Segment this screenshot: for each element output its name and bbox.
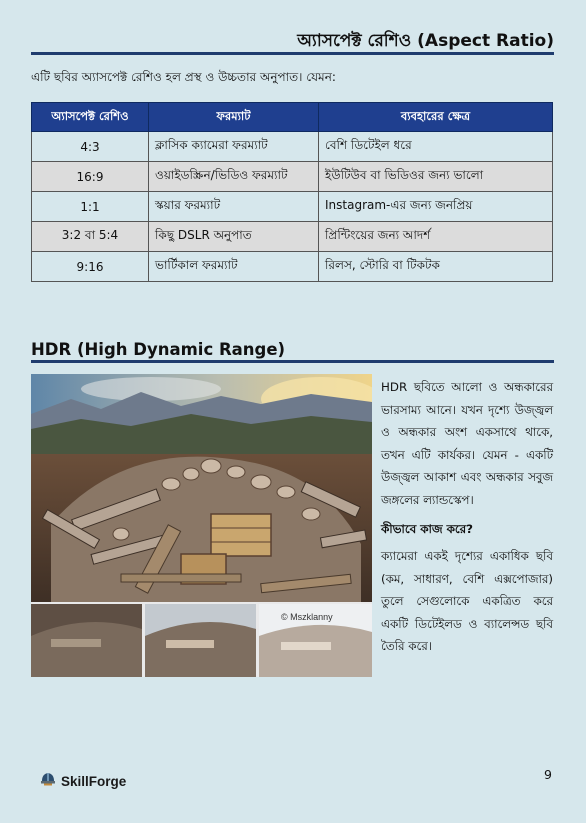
table-cell: 1:1: [32, 192, 149, 222]
brand-logo: [40, 771, 126, 791]
table-cell: ওয়াইডস্ক্রিন/ভিডিও ফরম্যাট: [149, 162, 319, 192]
hdr-paragraph: HDR ছবিতে আলো ও অন্ধকারের ভারসাম্য আনে। যখন দৃশ্যে উজ্জ্বল ও অন্ধকার অংশ একসাথে থাকে, তখন এটি কার্যকর। যেমন - একটি উজ্জ্বল আকাশ এবং অন্ধকার সবুজ জঙ্গলের ল্যান্ডস্কেপ।: [381, 380, 553, 507]
how-it-works-paragraph: ক্যামেরা একই দৃশ্যের একাধিক ছবি (কম, সাধারণ, বেশি এক্সপোজার) তুলে সেগুলোকে একত্রিত করে একটি ডিটেইলড ও ব্যালেন্সড ছবি তৈরি করে।: [381, 549, 553, 653]
page-title: অ্যাসপেক্ট রেশিও (Aspect Ratio): [297, 31, 554, 51]
hdr-description: [381, 376, 553, 658]
hdr-example-photo: [31, 374, 372, 677]
table-cell: কিছু DSLR অনুপাত: [149, 222, 319, 252]
table-cell: 3:2 বা 5:4: [32, 222, 149, 252]
table-cell: ক্লাসিক ক্যামেরা ফরম্যাট: [149, 132, 319, 162]
title-underline: [31, 52, 554, 55]
table-row: [32, 252, 553, 282]
table-header-cell: অ্যাসপেক্ট রেশিও: [32, 103, 149, 132]
table-cell: 9:16: [32, 252, 149, 282]
aspect-ratio-table: [31, 102, 553, 282]
table-row: [32, 162, 553, 192]
table-cell: ভার্টিকাল ফরম্যাট: [149, 252, 319, 282]
page-number: 9: [544, 767, 552, 782]
table-header-cell: ব্যবহারের ক্ষেত্র: [319, 103, 553, 132]
table-header-row: [32, 103, 553, 132]
table-cell: বেশি ডিটেইল ধরে: [319, 132, 553, 162]
brand-name: SkillForge: [61, 773, 127, 789]
table-row: [32, 192, 553, 222]
how-it-works-heading: কীভাবে কাজ করে?: [381, 522, 473, 536]
table-cell: প্রিন্টিংয়ের জন্য আদর্শ: [319, 222, 553, 252]
table-cell: ইউটিউব বা ভিডিওর জন্য ভালো: [319, 162, 553, 192]
photo-credit: © Mszklanny: [281, 612, 333, 622]
table-cell: রিলস, স্টোরি বা টিকটক: [319, 252, 553, 282]
table-row: [32, 132, 553, 162]
table-header-cell: ফরম্যাট: [149, 103, 319, 132]
section-heading-hdr: HDR (High Dynamic Range): [31, 340, 286, 359]
table-cell: 4:3: [32, 132, 149, 162]
helmet-logo-icon: [40, 771, 56, 791]
section-underline: [31, 360, 554, 363]
table-cell: Instagram-এর জন্য জনপ্রিয়: [319, 192, 553, 222]
table-row: [32, 222, 553, 252]
table-cell: 16:9: [32, 162, 149, 192]
intro-text: এটি ছবির অ্যাসপেক্ট রেশিও হল প্রস্থ ও উচ্চতার অনুপাত। যেমন:: [31, 70, 336, 84]
table-cell: স্কয়ার ফরম্যাট: [149, 192, 319, 222]
